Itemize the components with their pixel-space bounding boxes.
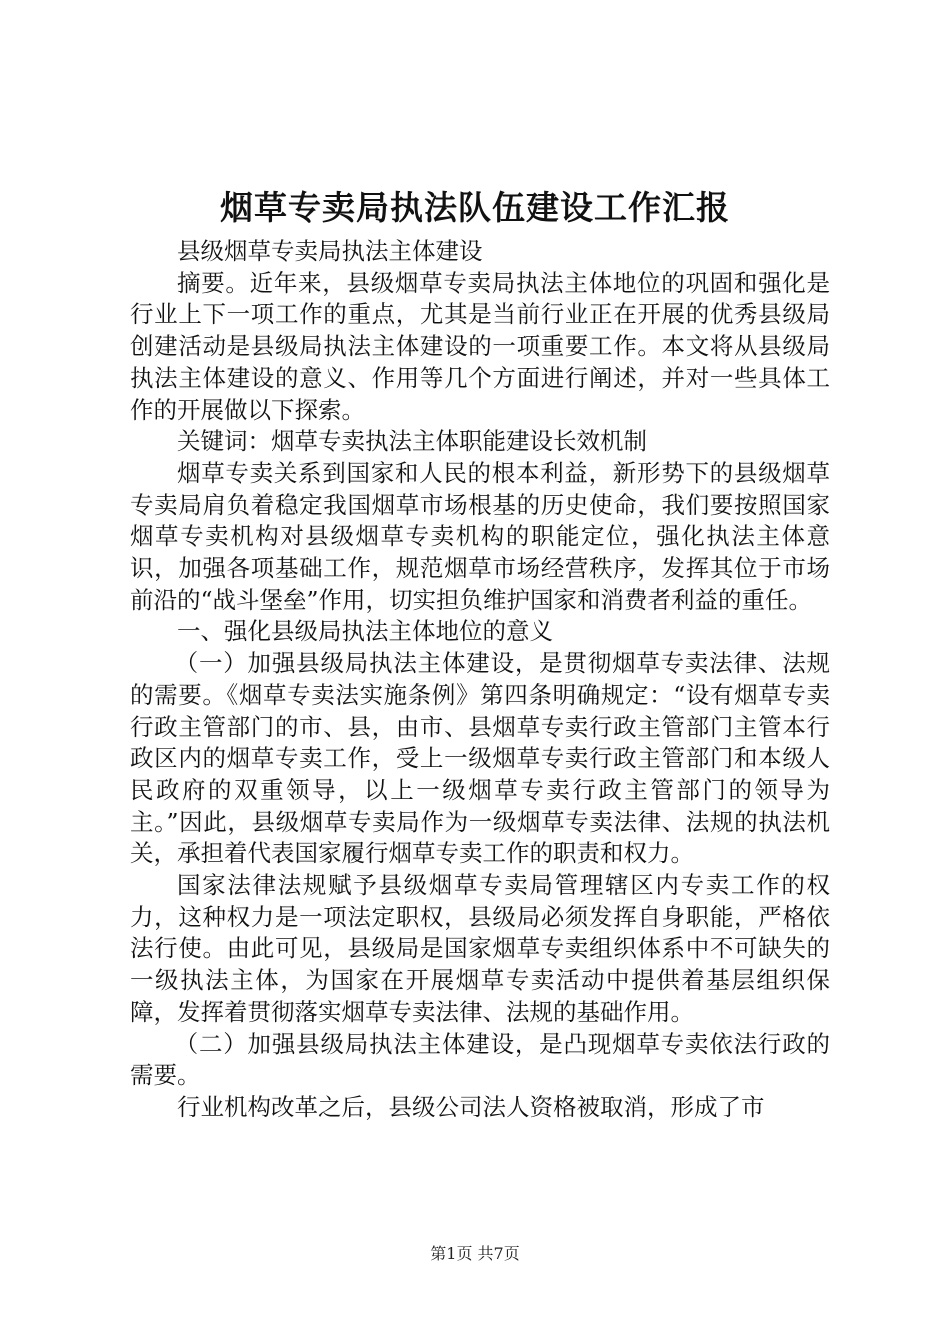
paragraph-section-1-1-cont: 国家法律法规赋予县级烟草专卖局管理辖区内专卖工作的权力，这种权力是一项法定职权，县级局必须发挥自身职能，严格依法行使。由此可见，县级局是国家烟草专卖组织体系中不可缺失的一级执法主体，为国家在开展烟草专卖活动中提供着基层组织保障，发挥着贯彻落实烟草专卖法律、法规的基础作用。	[130, 871, 830, 1026]
paragraph-section-1-2-cont: 行业机构改革之后，县级公司法人资格被取消，形成了市	[177, 1092, 765, 1121]
paragraph-abstract: 摘要。近年来，县级烟草专卖局执法主体地位的巩固和强化是行业上下一项工作的重点，尤其是当前行业正在开展的优秀县级局创建活动是县级局执法主体建设的一项重要工作。本文将从县级局执法主体建设的意义、作用等几个方面进行阐述，并对一些具体工作的开展做以下探索。	[130, 268, 830, 424]
section-heading-1: 一、强化县级局执法主体地位的意义	[177, 617, 553, 646]
paragraph-section-1-2: （二）加强县级局执法主体建设，是凸现烟草专卖依法行政的需要。	[130, 1029, 830, 1090]
paragraph-section-1-1: （一）加强县级局执法主体建设，是贯彻烟草专卖法律、法规的需要。《烟草专卖法实施条例》第四条明确规定：“设有烟草专卖行政主管部门的市、县，由市、县烟草专卖行政主管部门主管本行政区内的烟草专卖工作，受上一级烟草专卖行政主管部门和本级人民政府的双重领导，以上一级烟草专卖行政主管部门的领导为主。”因此，县级烟草专卖局作为一级烟草专卖法律、法规的执法机关，承担着代表国家履行烟草专卖工作的职责和权力。	[130, 649, 830, 868]
document-title: 烟草专卖局执法队伍建设工作汇报	[220, 188, 730, 227]
paragraph-subtitle: 县级烟草专卖局执法主体建设	[177, 237, 483, 265]
page-footer: 第1页 共7页	[430, 1244, 520, 1263]
paragraph-intro: 烟草专卖关系到国家和人民的根本利益，新形势下的县级烟草专卖局肩负着稳定我国烟草市场根基的历史使命，我们要按照国家烟草专卖机构对县级烟草专卖机构的职能定位，强化执法主体意识，加强各项基础工作，规范烟草市场经营秩序，发挥其位于市场前沿的“战斗堡垒”作用，切实担负维护国家和消费者利益的重任。	[130, 458, 830, 614]
paragraph-keywords: 关键词：烟草专卖执法主体职能建设长效机制	[177, 427, 647, 456]
document-body	[130, 236, 830, 1124]
